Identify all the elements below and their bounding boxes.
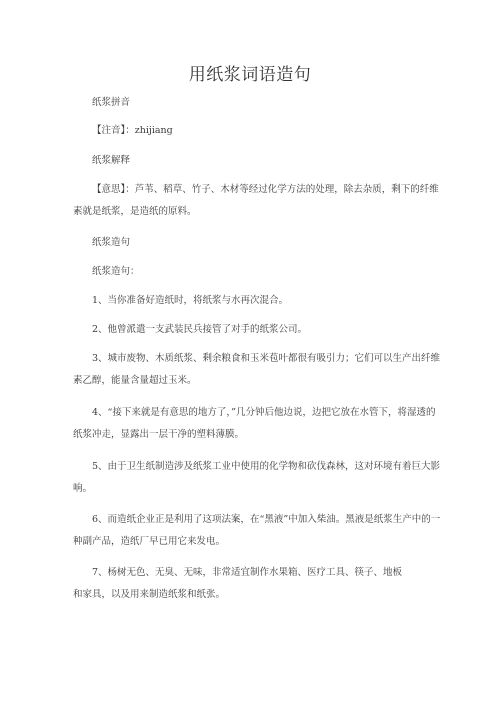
sentence-6: 6、而造纸企业正是利用了这项法案，在“黑液”中加入柴油。黑液是纸浆生产中的一种副产品，造纸厂早已用它来发电。 <box>73 514 441 547</box>
meaning-paragraph: 【意思】：芦苇、稻草、竹子、木材等经过化学方法的处理，除去杂质，剩下的纤维素就是纸浆，是造纸的原料。 <box>73 184 439 217</box>
sentence-3: 3、城市废物、木质纸浆、剩余粮食和玉米苞叶都很有吸引力；它们可以生产出纤维素乙醇，能量含量超过玉米。 <box>73 353 441 386</box>
sentences-intro: 纸浆造句： <box>92 266 140 277</box>
sentence-5: 5、由于卫生纸制造涉及纸浆工业中使用的化学物和砍伐森林，这对环境有着巨大影响。 <box>73 461 441 494</box>
section-heading-explanation: 纸浆解释 <box>92 155 131 166</box>
sentence-2: 2、他曾派遣一支武装民兵接管了对手的纸浆公司。 <box>92 324 308 335</box>
pinyin-annotation: 【注音】：zhijiang <box>92 125 173 136</box>
sentence-7-line-1: 7、杨树无色、无臭、无味，非常适宜制作水果箱、医疗工具、筷子、地板 <box>92 567 403 578</box>
sentence-4: 4、“接下来就是有意思的地方了，”几分钟后他边说，边把它放在水管下，将湿透的纸浆冲走，显露出一层干净的塑料薄膜。 <box>73 407 436 440</box>
sentence-7-line-2: 和家具，以及用来制造纸浆和纸张。 <box>73 589 226 600</box>
sentence-1: 1、当你准备好造纸时，将纸浆与水再次混合。 <box>92 295 289 306</box>
section-heading-pinyin: 纸浆拼音 <box>92 97 131 108</box>
document-title: 用纸浆词语造句 <box>188 65 312 85</box>
section-heading-sentences: 纸浆造句 <box>92 237 131 248</box>
